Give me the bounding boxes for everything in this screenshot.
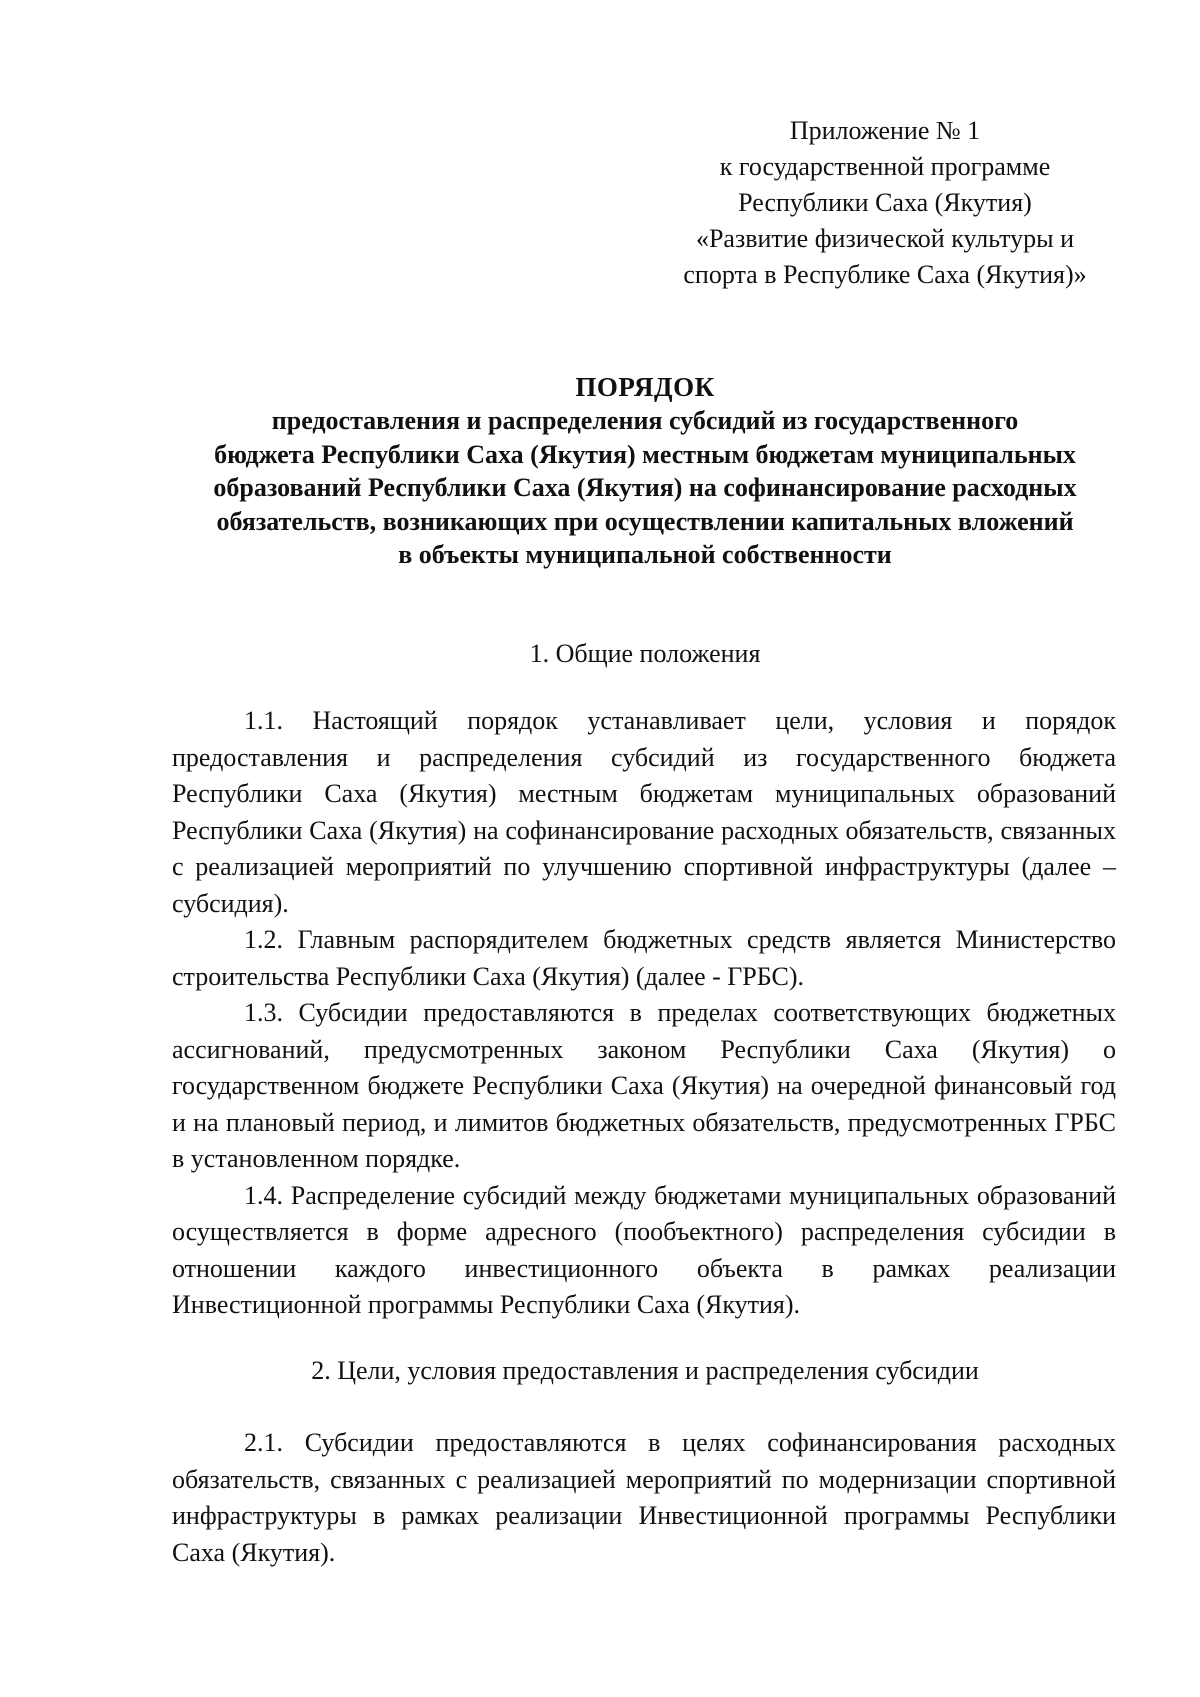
paragraph-1-1: 1.1. Настоящий порядок устанавливает цели, условия и порядок предоставления и распределения субсидий из государственного бюджета Республики Саха (Якутия) местным бюджетам муниципальных образований Республики Саха (Якутия) на софинансирование расходных обязательств, связанных с реализацией мероприятий по улучшению спортивной инфраструктуры (далее – субсидия). [172,706,1116,918]
document-title [170,370,1120,572]
appendix-line: к государственной программе [719,152,1051,181]
section-body-goals [172,1425,1116,1571]
title-line: предоставления и распределения субсидий из государственного [271,406,1019,435]
appendix-reference [665,113,1105,293]
section-body-general [172,703,1116,1324]
paragraph-2-1: 2.1. Субсидии предоставляются в целях софинансирования расходных обязательств, связанных с реализацией мероприятий по модернизации спортивной инфраструктуры в рамках реализации Инвестиционной программы Республики Саха (Якутия). [172,1428,1116,1567]
appendix-line: спорта в Республике Саха (Якутия)» [683,260,1087,289]
appendix-line: «Развитие физической культуры и [695,224,1075,253]
paragraph-1-4: 1.4. Распределение субсидий между бюджетами муниципальных образований осуществляется в форме адресного (пообъектного) распределения субсидии в отношении каждого инвестиционного объекта в рамках реализации Инвестиционной программы Республики Саха (Якутия). [172,1180,1116,1319]
appendix-line: Республики Саха (Якутия) [738,188,1032,217]
title-line: обязательств, возникающих при осуществлении капитальных вложений [216,506,1074,536]
appendix-line: Приложение № 1 [789,116,981,145]
title-line: бюджета Республики Саха (Якутия) местным бюджетам муниципальных [214,439,1076,469]
title-line: в объекты муниципальной собственности [398,540,892,569]
paragraph-1-3: 1.3. Субсидии предоставляются в пределах соответствующих бюджетных ассигнований, предусмотренных законом Республики Саха (Якутия) о государственном бюджете Республики Саха (Якутия) на очередной финансовый год и на плановый период, и лимитов бюджетных обязательств, предусмотренных ГРБС в установленном порядке. [172,998,1116,1173]
title-line: образований Республики Саха (Якутия) на софинансирование расходных [213,473,1077,502]
section-heading-general: 1. Общие положения [529,639,761,668]
title-main: ПОРЯДОК [575,372,715,402]
section-heading-goals: 2. Цели, условия предоставления и распределения субсидии [311,1356,979,1385]
paragraph-1-2: 1.2. Главным распорядителем бюджетных средств является Министерство строительства Республики Саха (Якутия) (далее - ГРБС). [172,925,1116,991]
